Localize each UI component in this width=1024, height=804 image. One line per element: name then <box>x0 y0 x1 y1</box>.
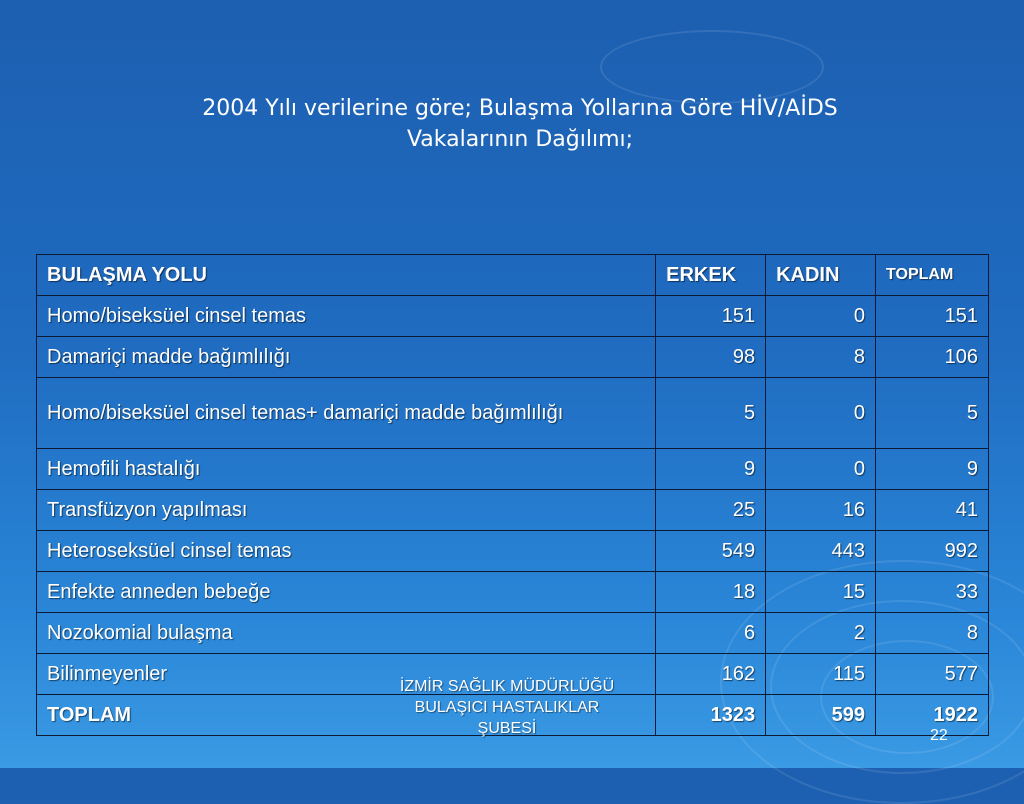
route-label: Bilinmeyenler <box>37 654 656 695</box>
footer-line-2: BULAŞICI HASTALIKLAR <box>414 699 600 716</box>
total-label: TOPLAM <box>37 695 656 736</box>
header-total: TOPLAM <box>876 255 989 296</box>
route-label: Nozokomial bulaşma <box>37 613 656 654</box>
female-total: 599 <box>766 695 876 736</box>
slide-title-line-2: Vakalarının Dağılımı; <box>406 127 634 152</box>
male-total: 1323 <box>656 695 766 736</box>
route-label: Homo/biseksüel cinsel temas+ damariçi madde bağımlılığı <box>37 378 656 449</box>
female-count: 0 <box>766 449 876 490</box>
table-row <box>37 531 989 572</box>
female-count: 16 <box>766 490 876 531</box>
table-header-row <box>37 255 989 296</box>
male-count: 98 <box>656 337 766 378</box>
footer-line-3: ŞUBESİ <box>477 720 537 737</box>
female-count: 2 <box>766 613 876 654</box>
total-count: 577 <box>876 654 989 695</box>
total-count: 992 <box>876 531 989 572</box>
table-row <box>37 490 989 531</box>
female-count: 115 <box>766 654 876 695</box>
total-count: 151 <box>876 296 989 337</box>
male-count: 151 <box>656 296 766 337</box>
total-count: 9 <box>876 449 989 490</box>
female-count: 15 <box>766 572 876 613</box>
female-count: 0 <box>766 378 876 449</box>
male-count: 549 <box>656 531 766 572</box>
route-label: Hemofili hastalığı <box>37 449 656 490</box>
total-count: 8 <box>876 613 989 654</box>
table-row <box>37 613 989 654</box>
header-transmission-route: BULAŞMA YOLU <box>37 255 656 296</box>
table-row <box>37 337 989 378</box>
slide-footer <box>352 676 662 739</box>
route-label: Heteroseksüel cinsel temas <box>37 531 656 572</box>
transmission-table <box>36 254 989 736</box>
male-count: 25 <box>656 490 766 531</box>
female-count: 0 <box>766 296 876 337</box>
male-count: 162 <box>656 654 766 695</box>
total-count: 41 <box>876 490 989 531</box>
table-row <box>37 296 989 337</box>
male-count: 6 <box>656 613 766 654</box>
female-count: 443 <box>766 531 876 572</box>
route-label: Damariçi madde bağımlılığı <box>37 337 656 378</box>
female-count: 8 <box>766 337 876 378</box>
total-count: 106 <box>876 337 989 378</box>
table-row <box>37 572 989 613</box>
slide-title <box>100 93 940 155</box>
route-label: Transfüzyon yapılması <box>37 490 656 531</box>
header-male: ERKEK <box>656 255 766 296</box>
slide-title-line-1: 2004 Yılı verilerine göre; Bulaşma Yollarına Göre HİV/AİDS <box>202 96 838 121</box>
route-label: Homo/biseksüel cinsel temas <box>37 296 656 337</box>
total-count: 5 <box>876 378 989 449</box>
table-row <box>37 378 989 449</box>
male-count: 18 <box>656 572 766 613</box>
total-count: 33 <box>876 572 989 613</box>
route-label: Enfekte anneden bebeğe <box>37 572 656 613</box>
table-row <box>37 449 989 490</box>
header-female: KADIN <box>766 255 876 296</box>
page-number: 22 <box>930 727 948 744</box>
footer-line-1: İZMİR SAĞLIK MÜDÜRLÜĞÜ <box>399 678 615 695</box>
grand-total: 1922 <box>876 695 989 736</box>
male-count: 9 <box>656 449 766 490</box>
male-count: 5 <box>656 378 766 449</box>
